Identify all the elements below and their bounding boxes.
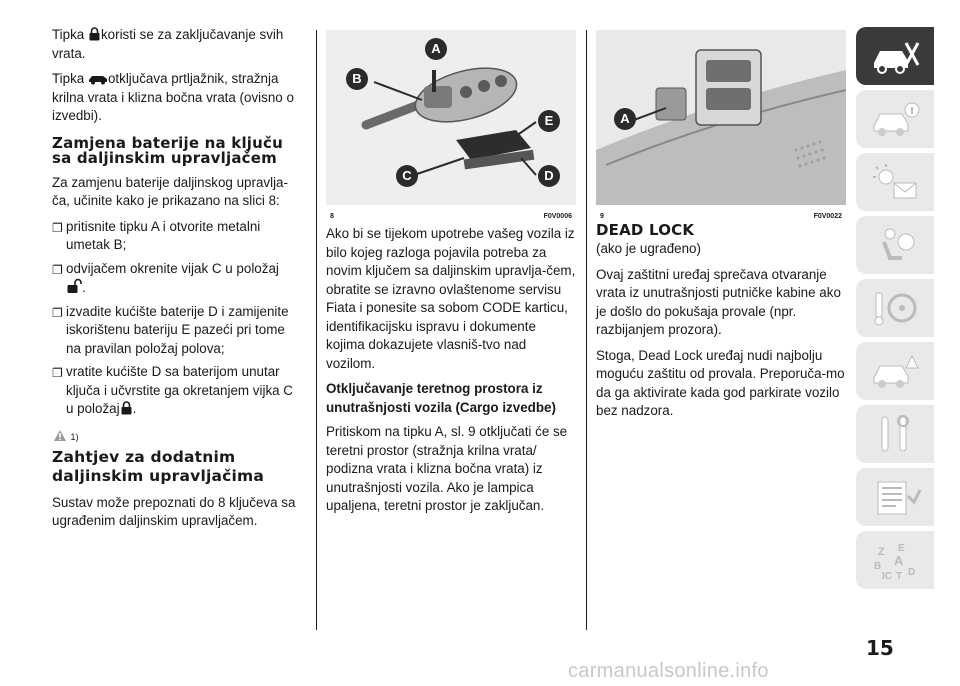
page-number: 15	[866, 636, 894, 660]
watermark: carmanualsonline.info	[568, 660, 769, 682]
callout-b: B	[346, 68, 368, 90]
warning-lights-icon	[868, 161, 922, 203]
column-2	[326, 30, 576, 523]
specifications-list-icon	[868, 476, 922, 518]
padlock-icon	[88, 27, 101, 41]
car-info-icon	[868, 98, 922, 140]
figure-9-photo	[596, 30, 846, 205]
column-1	[52, 26, 302, 538]
tab-index[interactable]	[856, 531, 934, 589]
chapter-sidebar	[856, 27, 934, 594]
callout-e: E	[538, 110, 560, 132]
figure-8-caption: 8 F0V0006	[330, 213, 572, 220]
warning-hand-icon	[52, 429, 68, 442]
open-padlock-icon	[66, 278, 82, 294]
callout-a: A	[425, 38, 447, 60]
list-item: ❐ odvijačem okrenite vijak C u položaj .	[52, 260, 279, 295]
tab-knowing-your-car[interactable]	[856, 27, 934, 85]
car-tools-icon	[868, 35, 922, 77]
lock-paragraph: Tipka koristi se za zaključavanje svih vrata.	[52, 27, 284, 61]
tab-starting-driving[interactable]	[856, 279, 934, 337]
list-item: ❐ vratite kućište D sa baterijom unutar ključa i učvrstite ga okretanjem vijka C u položaj .	[52, 364, 293, 416]
tab-safety[interactable]	[856, 216, 934, 274]
tab-emergency[interactable]	[856, 342, 934, 400]
maintenance-tools-icon	[868, 413, 922, 455]
list-item: ❐ izvadite kućište baterije D i zamijenite iskorištenu bateriju E pazeći pri tome na pravilan položaj polova;	[52, 303, 289, 356]
warning-reference: 1)	[52, 429, 302, 444]
svg-text:T: T	[896, 571, 903, 581]
figure-9-caption: 9 F0V0022	[600, 213, 842, 220]
cargo-unlock-paragraph: Pritiskom na tipku A, sl. 9 otključati će se teretni prostor (stražnja krilna vrata/ podizna vrata i klizna bočna vrata) iz unutrašnjosti vozila. Ako je lampica upaljena, teretni prostor je zaključan.	[326, 424, 568, 513]
van-unlock-icon	[88, 71, 108, 85]
svg-text:A: A	[894, 553, 904, 568]
extra-remotes-paragraph: Sustav može prepoznati do 8 ključeva sa ugrađenim daljinskim upravljačem.	[52, 494, 296, 528]
callout-d: D	[538, 165, 560, 187]
battery-intro: Za zamjenu baterije daljinskog upravlja-ča, učinite kako je prikazano na slici 8:	[52, 174, 288, 208]
svg-text:E: E	[898, 543, 905, 554]
tab-maintenance[interactable]	[856, 405, 934, 463]
column-3	[596, 30, 846, 428]
alphabetical-index-icon	[868, 539, 922, 581]
new-key-paragraph: Ako bi se tijekom upotrebe vašeg vozila iz bilo kojeg razloga pojavila potreba za novim ključem sa daljinskim upravlja-čem, obratite se izravno ovlaštenome servisu Fiata i ponesite sa sobom CODE karticu, identifikacijsku ispravu i dokumente kojima dokazujete vlasniš-tvo nad vozilom.	[326, 226, 576, 371]
airbag-seat-icon	[868, 224, 922, 266]
svg-text:IC: IC	[882, 571, 892, 581]
padlock-icon	[120, 401, 133, 415]
emergency-car-icon	[868, 350, 922, 392]
callout-a: A	[614, 108, 636, 130]
figure-8-photo	[326, 30, 576, 205]
column-divider	[586, 30, 587, 630]
heading-cargo-unlock: Otključavanje teretnog prostora iz unutrašnjosti vozila (Cargo izvedbe)	[326, 381, 556, 415]
svg-text:D: D	[908, 567, 916, 578]
tab-dashboard-info[interactable]	[856, 90, 934, 148]
heading-dead-lock: DEAD LOCK	[596, 221, 695, 239]
tab-technical-data[interactable]	[856, 468, 934, 526]
heading-battery-replacement: Zamjena baterije na ključu sa daljinskim upravljačem	[52, 133, 283, 167]
svg-text:B: B	[874, 561, 882, 572]
list-item: ❐ pritisnite tipku A i otvorite metalni umetak B;	[52, 218, 261, 252]
dead-lock-paragraph-1: Ovaj zaštitni uređaj sprečava otvaranje vrata iz unutrašnjosti putničke kabine ako je došlo do pokušaja provale (npr. razbijanjem prozora).	[596, 266, 841, 337]
column-divider	[316, 30, 317, 630]
dead-lock-paragraph-2: Stoga, Dead Lock uređaj nudi najbolju moguću zaštitu od provala. Preporuča-mo da ga aktivirate kada god parkirate vozilo bez nadzora.	[596, 347, 845, 418]
heading-extra-remotes: Zahtjev za dodatnim daljinskim upravljačima	[52, 447, 265, 485]
trunk-paragraph: Tipka otključava prtljažnik, stražnja krilna vrata i klizna bočna vrata (ovisno o izvedbi).	[52, 71, 294, 123]
starting-steering-icon	[868, 287, 922, 329]
tab-warning-lights[interactable]	[856, 153, 934, 211]
dead-lock-subtitle: (ako je ugrađeno)	[596, 241, 701, 256]
callout-c: C	[396, 165, 418, 187]
svg-text:Z: Z	[878, 546, 885, 558]
